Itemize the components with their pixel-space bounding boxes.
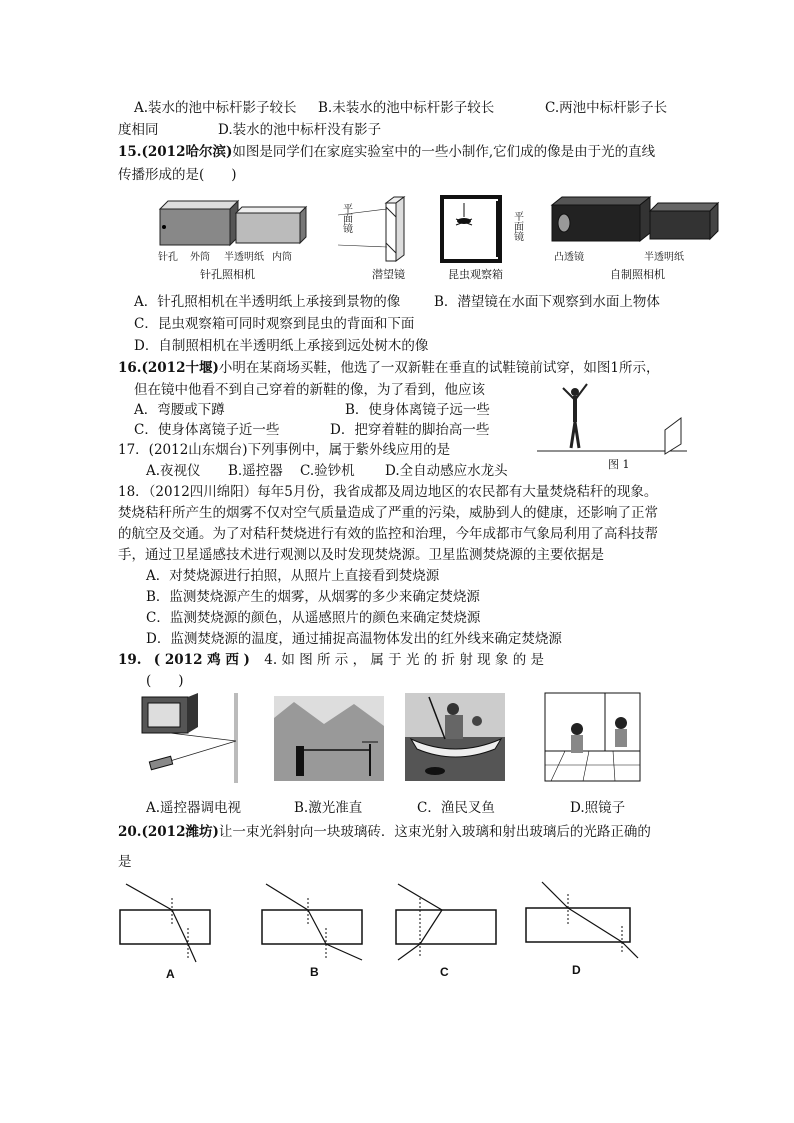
q20-stem-line2: 是 xyxy=(118,854,132,870)
insect-box-caption: 昆虫观察箱 xyxy=(448,268,503,281)
q17-option-c: C.验钞机 xyxy=(300,463,355,479)
q16-stem-line1 xyxy=(118,358,659,378)
q16-option-a: A．弯腰或下蹲 xyxy=(134,402,225,418)
camera-label-1: 半透明纸 xyxy=(644,252,684,263)
q17-option-b: B.遥控器 xyxy=(228,463,283,479)
homemade-camera-figure xyxy=(550,195,720,255)
q19-figure-spearfishing xyxy=(405,693,505,781)
q16-option-c: C．使身体离镜子近一些 xyxy=(134,422,280,438)
pinhole-label-2: 半透明纸 xyxy=(224,252,264,263)
q16-figure-caption: 图 1 xyxy=(608,458,630,471)
q19-stem-line1 xyxy=(118,650,544,670)
insect-box-label: 平面镜 xyxy=(514,212,524,243)
pinhole-label-0: 针孔 xyxy=(158,252,178,263)
q15-option-b: B．潜望镜在水面下观察到水面上物体 xyxy=(434,294,660,310)
q18-line-2: 焚烧秸秆所产生的烟雾不仅对空气质量造成了严重的污染，威胁到人的健康，还影响了正常 xyxy=(118,505,658,521)
q15-stem-line2: 传播形成的是( ) xyxy=(118,167,237,183)
q20-stem-line1 xyxy=(118,822,651,842)
q18-line-1: 18．（2012四川绵阳）每年5月份，我省成都及周边地区的农民都有大量焚烧秸秆的现象。 xyxy=(118,484,658,500)
q14-option-d: D.装水的池中标杆没有影子 xyxy=(218,122,382,138)
q15-number: 15. xyxy=(118,144,142,160)
q18-option-c: C．监测焚烧源的颜色，从遥感照片的颜色来确定焚烧源 xyxy=(146,610,481,626)
q18-option-a: A．对焚烧源进行拍照，从照片上直接看到焚烧源 xyxy=(146,568,440,584)
q18-option-d: D．监测焚烧源的温度，通过捕捉高温物体发出的红外线来确定焚烧源 xyxy=(146,631,562,647)
q16-number: 16. xyxy=(118,360,142,376)
q14-option-c-continued: 度相同 xyxy=(118,122,159,138)
q17-option-d: D.全自动感应水龙头 xyxy=(385,463,508,479)
q16-source: (2012十堰) xyxy=(141,360,219,376)
q15-figure-row xyxy=(150,195,730,285)
q19-paren: ( ) xyxy=(146,673,184,689)
q20-diagram-b xyxy=(258,882,368,962)
q19-number: 19. xyxy=(118,652,142,668)
q20-diagram-a xyxy=(116,882,216,962)
q17-stem: 17．(2012山东烟台)下列事例中，属于紫外线应用的是 xyxy=(118,442,451,458)
periscope-figure xyxy=(378,195,438,265)
q20-diagram-d xyxy=(522,880,642,960)
q14-option-c: C.两池中标杆影子长 xyxy=(545,100,668,116)
periscope-label: 平面镜 xyxy=(343,204,353,235)
q14-option-a: A.装水的池中标杆影子较长 xyxy=(134,100,297,116)
q19-option-a: A.遥控器调电视 xyxy=(146,800,242,816)
q19-option-d: D.照镜子 xyxy=(570,800,626,816)
q19-figure-laser xyxy=(274,696,384,781)
q16-stem: 小明在某商场买鞋，他选了一双新鞋在垂直的试鞋镜前试穿，如图1所示， xyxy=(218,360,660,376)
q20-label-c: C xyxy=(440,965,449,979)
q20-label-a: A xyxy=(166,967,175,981)
q15-option-d: D．自制照相机在半透明纸上承接到远处树木的像 xyxy=(134,338,429,354)
q19-source: ( 2012 鸡 西 ) xyxy=(153,652,250,668)
q19-stem: 4. 如 图 所 示 ， 属 于 光 的 折 射 现 象 的 是 xyxy=(264,652,544,668)
homemade-camera-caption: 自制照相机 xyxy=(610,268,665,281)
q18-option-b: B．监测焚烧源产生的烟雾，从烟雾的多少来确定焚烧源 xyxy=(146,589,480,605)
q19-figure-tv-remote xyxy=(140,693,250,783)
q20-diagram-c xyxy=(392,882,502,962)
q16-figure-mirror xyxy=(537,378,692,458)
pinhole-label-3: 内筒 xyxy=(272,252,292,263)
q16-option-d: D．把穿着鞋的脚抬高一些 xyxy=(330,422,490,438)
periscope-caption: 潜望镜 xyxy=(372,268,405,281)
q20-label-b: B xyxy=(310,965,319,979)
q19-option-c: C．渔民叉鱼 xyxy=(417,800,495,816)
q20-label-d: D xyxy=(572,963,581,977)
q15-stem: 如图是同学们在家庭实验室中的一些小制作,它们成的像是由于光的直线 xyxy=(232,144,656,160)
q18-line-3: 的航空及交通。为了对秸秆焚烧进行有效的监控和治理，今年成都市气象局利用了高科技帮 xyxy=(118,526,658,542)
q15-source: (2012哈尔滨) xyxy=(141,144,233,160)
q19-figure-mirror xyxy=(545,693,640,781)
q19-option-b: B.激光准直 xyxy=(294,800,363,816)
q16-stem-line2: 但在镜中他看不到自己穿着的新鞋的像，为了看到，他应该 xyxy=(134,382,485,398)
q15-option-c: C．昆虫观察箱可同时观察到昆虫的背面和下面 xyxy=(134,316,415,332)
q18-line-4: 手，通过卫星遥感技术进行观测以及时发现焚烧源。卫星监测焚烧源的主要依据是 xyxy=(118,547,604,563)
q15-option-a: A．针孔照相机在半透明纸上承接到景物的像 xyxy=(134,294,401,310)
pinhole-caption: 针孔照相机 xyxy=(200,268,255,281)
q17-option-a: A.夜视仪 xyxy=(146,463,201,479)
q15-stem-line1 xyxy=(118,142,655,162)
q16-option-b: B．使身体离镜子远一些 xyxy=(345,402,490,418)
insect-box-figure xyxy=(440,195,520,265)
q20-stem: 让一束光斜射向一块玻璃砖．这束光射入玻璃和射出玻璃后的光路正确的 xyxy=(218,824,651,840)
camera-label-0: 凸透镜 xyxy=(554,252,584,263)
q20-number: 20. xyxy=(118,824,142,840)
pinhole-label-1: 外筒 xyxy=(190,252,210,263)
q20-source: (2012潍坊) xyxy=(141,824,219,840)
q14-option-b: B.未装水的池中标杆影子较长 xyxy=(318,100,495,116)
